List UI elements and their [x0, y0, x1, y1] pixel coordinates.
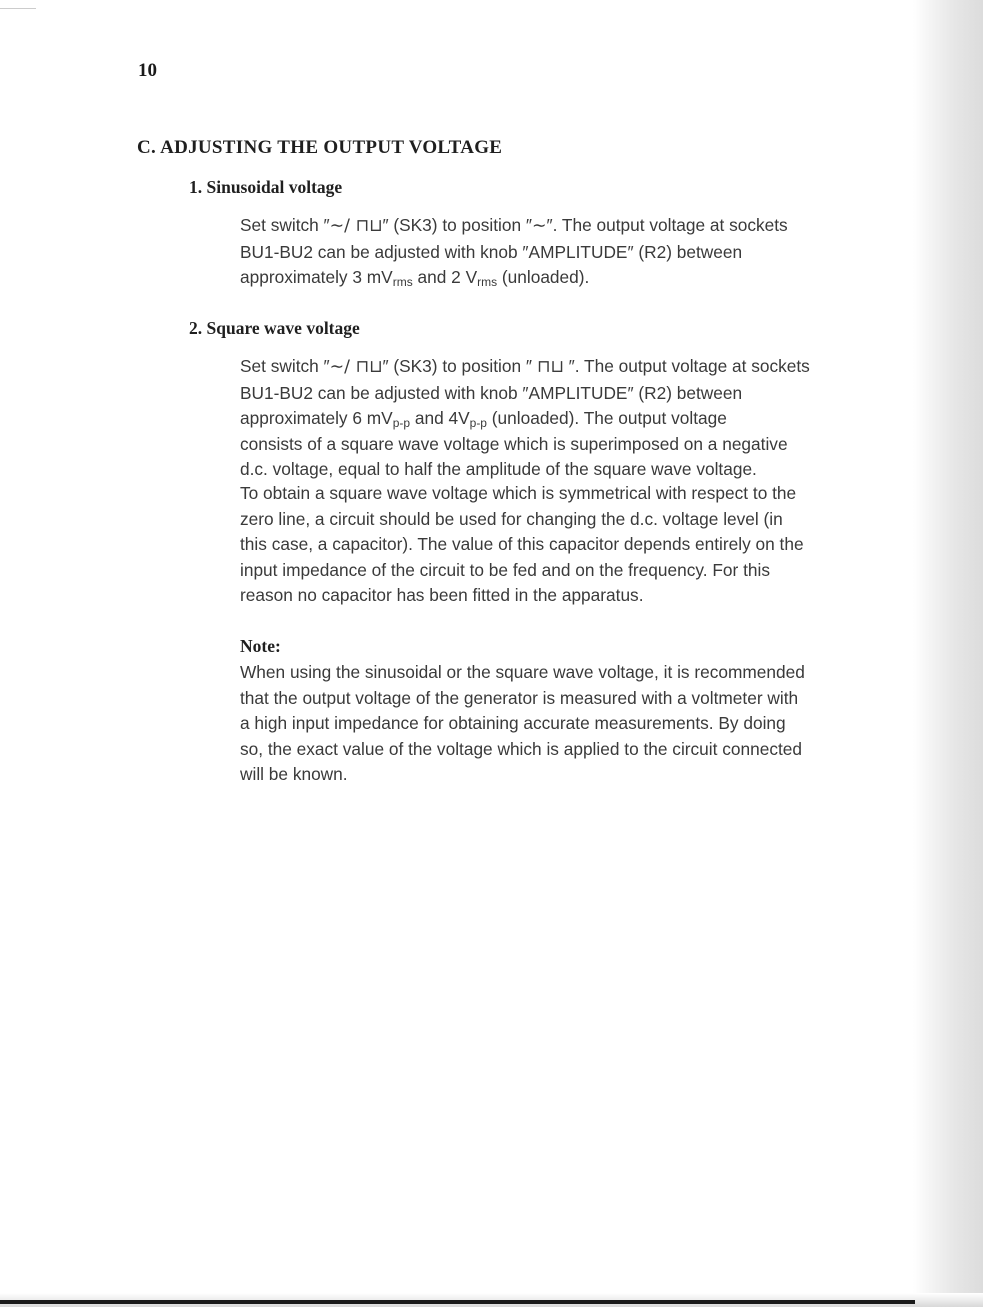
paragraph-square-wave [240, 354, 854, 483]
subsection-heading-sinusoidal: 1. Sinusoidal voltage [189, 177, 343, 197]
paragraph-line: approximately 6 $mV_{p-p}$ and $4V_{p-p}$ (unloaded). The output voltage [240, 408, 727, 431]
paragraph-line: zero line, a circuit should be used for changing the d.c. voltage level (in [240, 508, 783, 529]
paragraph-line: approximately 3 $mV_{rms}$ and 2 $V_{rms}$ (unloaded). [240, 267, 590, 290]
paragraph-line: this case, a capacitor). The value of this capacitor depends entirely on the [240, 534, 804, 555]
square-wave-symbol: ⊓⊔ [536, 357, 564, 377]
paragraph-line: To obtain a square wave voltage which is symmetrical with respect to the [240, 483, 797, 503]
page-number: 10 [138, 60, 157, 81]
page-shadow-right [913, 0, 983, 1307]
switch-symbol: ∼/ ⊓⊔ [329, 216, 383, 236]
paragraph-line: Set switch ″∼/ ⊓⊔″ (SK3) to position ″∼″. The output voltage at sockets [240, 215, 788, 236]
page-bottom-line [0, 1300, 915, 1304]
paragraph-line: When using the sinusoidal or the square wave voltage, it is recommended [240, 662, 805, 682]
paragraph-line: will be known. [240, 764, 348, 785]
paragraph-line: that the output voltage of the generator is measured with a voltmeter with [240, 687, 799, 708]
paragraph-line: input impedance of the circuit to be fed and on the frequency. For this [240, 559, 770, 580]
paragraph-symmetric-square-wave [240, 481, 854, 609]
paragraph-line: reason no capacitor has been fitted in the apparatus. [240, 585, 644, 606]
scan-corner-mark [0, 8, 36, 9]
section-heading: C. ADJUSTING THE OUTPUT VOLTAGE [137, 137, 503, 158]
paragraph-line: a high input impedance for obtaining accurate measurements. By doing [240, 713, 786, 734]
note-label: Note: [240, 636, 281, 656]
paragraph-line: consists of a square wave voltage which is superimposed on a negative [240, 433, 788, 454]
paragraph-line: so, the exact value of the voltage which is applied to the circuit connected [240, 738, 802, 759]
sine-symbol: ∼ [532, 216, 547, 236]
paragraph-line: Set switch ″∼/ ⊓⊔″ (SK3) to position ″ ⊓⊔ ″. The output voltage at sockets [240, 356, 810, 377]
paragraph-line: BU1-BU2 can be adjusted with knob ″AMPLITUDE″ (R2) between [240, 382, 743, 403]
paragraph-line: BU1-BU2 can be adjusted with knob ″AMPLITUDE″ (R2) between [240, 241, 743, 262]
paragraph-note [240, 660, 854, 788]
paragraph-line: d.c. voltage, equal to half the amplitude of the square wave voltage. [240, 459, 757, 480]
paragraph-sinusoidal [240, 213, 854, 291]
subsection-heading-square-wave: 2. Square wave voltage [189, 318, 360, 338]
switch-symbol: ∼/ ⊓⊔ [329, 357, 383, 377]
